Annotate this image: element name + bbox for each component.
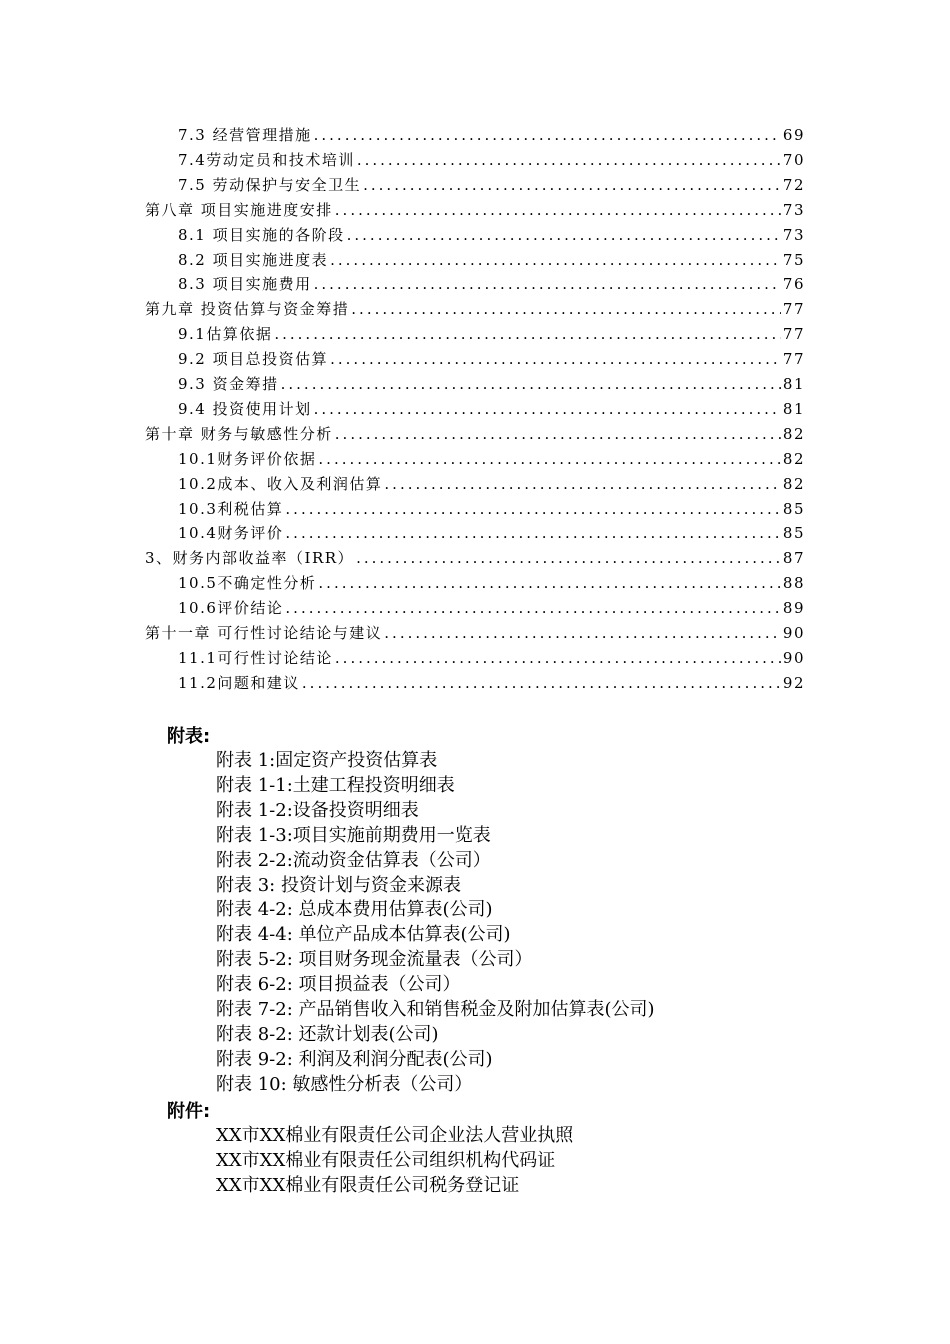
toc-dot-leader bbox=[281, 375, 781, 393]
attached-table-item: 附表 2-2:流动资金估算表（公司） bbox=[216, 849, 491, 871]
toc-section-entry[interactable] bbox=[178, 273, 805, 297]
toc-entry-title: 第九章 投资估算与资金筹措 bbox=[145, 300, 350, 319]
toc-entry-title: 10.6评价结论 bbox=[178, 599, 284, 618]
attached-table-item: 附表 10: 敏感性分析表（公司） bbox=[216, 1073, 473, 1095]
toc-entry-title: 3、财务内部收益率（IRR） bbox=[145, 549, 355, 568]
toc-dot-leader bbox=[314, 275, 781, 293]
toc-entry-title: 10.4财务评价 bbox=[178, 524, 284, 543]
attached-table-item: 附表 4-2: 总成本费用估算表(公司) bbox=[216, 899, 493, 921]
attachment-item: XX市XX棉业有限责任公司税务登记证 bbox=[216, 1174, 520, 1196]
toc-section-entry[interactable] bbox=[178, 174, 805, 198]
toc-section-entry[interactable] bbox=[178, 672, 805, 696]
toc-chapter-entry[interactable] bbox=[145, 622, 805, 646]
toc-chapter-entry[interactable] bbox=[145, 298, 805, 322]
toc-entry-title: 7.3 经营管理措施 bbox=[178, 126, 312, 144]
toc-entry-title: 9.4 投资使用计划 bbox=[178, 399, 312, 418]
toc-page-number: 76 bbox=[782, 275, 805, 294]
toc-section-entry[interactable] bbox=[178, 373, 805, 397]
toc-page-number: 85 bbox=[782, 524, 805, 543]
toc-page-number: 73 bbox=[782, 225, 805, 244]
toc-page-number: 70 bbox=[782, 150, 805, 169]
toc-page-number: 82 bbox=[782, 449, 805, 468]
toc-entry-title: 9.2 项目总投资估算 bbox=[178, 350, 329, 369]
toc-dot-leader bbox=[335, 201, 781, 219]
toc-dot-leader bbox=[363, 176, 781, 194]
toc-entry-title: 9.1估算依据 bbox=[178, 325, 273, 344]
toc-section-entry[interactable] bbox=[178, 647, 805, 671]
toc-page-number: 81 bbox=[782, 375, 805, 393]
toc-page-number: 92 bbox=[782, 673, 805, 692]
toc-section-entry[interactable] bbox=[178, 473, 805, 497]
toc-dot-leader bbox=[356, 549, 781, 567]
toc-section-entry[interactable] bbox=[178, 572, 805, 596]
attached-table-item: 附表 1-1:土建工程投资明细表 bbox=[216, 774, 455, 796]
toc-page-number: 88 bbox=[782, 574, 805, 593]
attached-tables-heading: 附表: bbox=[167, 726, 211, 747]
toc-entry-title: 8.2 项目实施进度表 bbox=[178, 250, 329, 269]
toc-dot-leader bbox=[384, 475, 781, 493]
toc-section-entry[interactable] bbox=[178, 522, 805, 546]
attachment-item: XX市XX棉业有限责任公司企业法人营业执照 bbox=[216, 1125, 574, 1146]
toc-section-entry[interactable] bbox=[178, 124, 805, 148]
toc-chapter-entry[interactable] bbox=[145, 547, 805, 571]
toc-page-number: 89 bbox=[782, 599, 805, 618]
toc-dot-leader bbox=[384, 624, 781, 642]
toc-dot-leader bbox=[285, 599, 781, 617]
toc-entry-title: 7.4劳动定员和技术培训 bbox=[178, 150, 355, 169]
toc-entry-title: 10.1财务评价依据 bbox=[178, 449, 317, 468]
toc-dot-leader bbox=[285, 524, 781, 542]
toc-page-number: 75 bbox=[782, 250, 805, 269]
toc-chapter-entry[interactable] bbox=[145, 199, 805, 223]
attachments-heading: 附件: bbox=[167, 1101, 211, 1122]
toc-page-number: 85 bbox=[782, 499, 805, 518]
toc-section-entry[interactable] bbox=[178, 224, 805, 248]
toc-dot-leader bbox=[302, 674, 781, 692]
attached-table-item: 附表 4-4: 单位产品成本估算表(公司) bbox=[216, 924, 511, 946]
attached-table-item: 附表 6-2: 项目损益表（公司） bbox=[216, 974, 461, 996]
toc-page-number: 82 bbox=[782, 474, 805, 493]
attached-table-item: 附表 1-3:项目实施前期费用一览表 bbox=[216, 824, 491, 846]
toc-dot-leader bbox=[351, 300, 781, 318]
toc-section-entry[interactable] bbox=[178, 323, 805, 347]
toc-section-entry[interactable] bbox=[178, 448, 805, 472]
attached-table-item: 附表 7-2: 产品销售收入和销售税金及附加估算表(公司) bbox=[216, 999, 655, 1020]
toc-page-number: 81 bbox=[782, 399, 805, 418]
toc-page-number: 90 bbox=[782, 648, 805, 667]
toc-section-entry[interactable] bbox=[178, 249, 805, 273]
attached-table-item: 附表 9-2: 利润及利润分配表(公司) bbox=[216, 1048, 493, 1070]
toc-dot-leader bbox=[335, 649, 781, 667]
toc-section-entry[interactable] bbox=[178, 348, 805, 372]
toc-dot-leader bbox=[314, 126, 781, 144]
toc-page-number: 72 bbox=[782, 175, 805, 194]
attached-table-item: 附表 1:固定资产投资估算表 bbox=[216, 750, 438, 771]
toc-entry-title: 第八章 项目实施进度安排 bbox=[145, 200, 333, 219]
toc-page-number: 77 bbox=[782, 300, 805, 319]
attachment-item: XX市XX棉业有限责任公司组织机构代码证 bbox=[216, 1149, 556, 1171]
toc-entry-title: 11.1可行性讨论结论 bbox=[178, 648, 333, 667]
toc-dot-leader bbox=[330, 350, 781, 368]
attached-table-item: 附表 8-2: 还款计划表(公司) bbox=[216, 1023, 439, 1045]
toc-page-number: 69 bbox=[782, 126, 805, 144]
toc-entry-title: 10.2成本、收入及利润估算 bbox=[178, 474, 383, 493]
toc-page-number: 82 bbox=[782, 424, 805, 443]
toc-entry-title: 10.5不确定性分析 bbox=[178, 574, 317, 593]
toc-page-number: 77 bbox=[782, 325, 805, 344]
attached-table-item: 附表 5-2: 项目财务现金流量表（公司） bbox=[216, 949, 533, 971]
toc-entry-title: 9.3 资金筹措 bbox=[178, 375, 279, 393]
toc-entry-title: 8.1 项目实施的各阶段 bbox=[178, 225, 345, 244]
toc-section-entry[interactable] bbox=[178, 498, 805, 522]
toc-entry-title: 7.5 劳动保护与安全卫生 bbox=[178, 175, 362, 194]
toc-dot-leader bbox=[274, 325, 781, 343]
toc-dot-leader bbox=[357, 151, 781, 169]
toc-chapter-entry[interactable] bbox=[145, 423, 805, 447]
toc-page-number: 87 bbox=[782, 549, 805, 568]
toc-page-number: 90 bbox=[782, 624, 805, 642]
toc-dot-leader bbox=[285, 500, 781, 518]
toc-dot-leader bbox=[347, 226, 781, 244]
attached-table-item: 附表 3: 投资计划与资金来源表 bbox=[216, 874, 461, 896]
toc-section-entry[interactable] bbox=[178, 597, 805, 621]
toc-dot-leader bbox=[330, 251, 781, 269]
toc-dot-leader bbox=[335, 425, 781, 443]
toc-dot-leader bbox=[314, 400, 781, 418]
toc-entry-title: 第十章 财务与敏感性分析 bbox=[145, 424, 333, 443]
toc-entry-title: 10.3利税估算 bbox=[178, 499, 284, 518]
toc-page-number: 77 bbox=[782, 350, 805, 369]
toc-dot-leader bbox=[318, 574, 781, 592]
toc-section-entry[interactable] bbox=[178, 398, 805, 422]
toc-entry-title: 第十一章 可行性讨论结论与建议 bbox=[145, 624, 383, 642]
attached-table-item: 附表 1-2:设备投资明细表 bbox=[216, 799, 419, 821]
toc-entry-title: 8.3 项目实施费用 bbox=[178, 275, 312, 294]
toc-section-entry[interactable] bbox=[178, 149, 805, 173]
toc-dot-leader bbox=[318, 450, 781, 468]
toc-page-number: 73 bbox=[782, 200, 805, 219]
toc-entry-title: 11.2问题和建议 bbox=[178, 673, 300, 692]
